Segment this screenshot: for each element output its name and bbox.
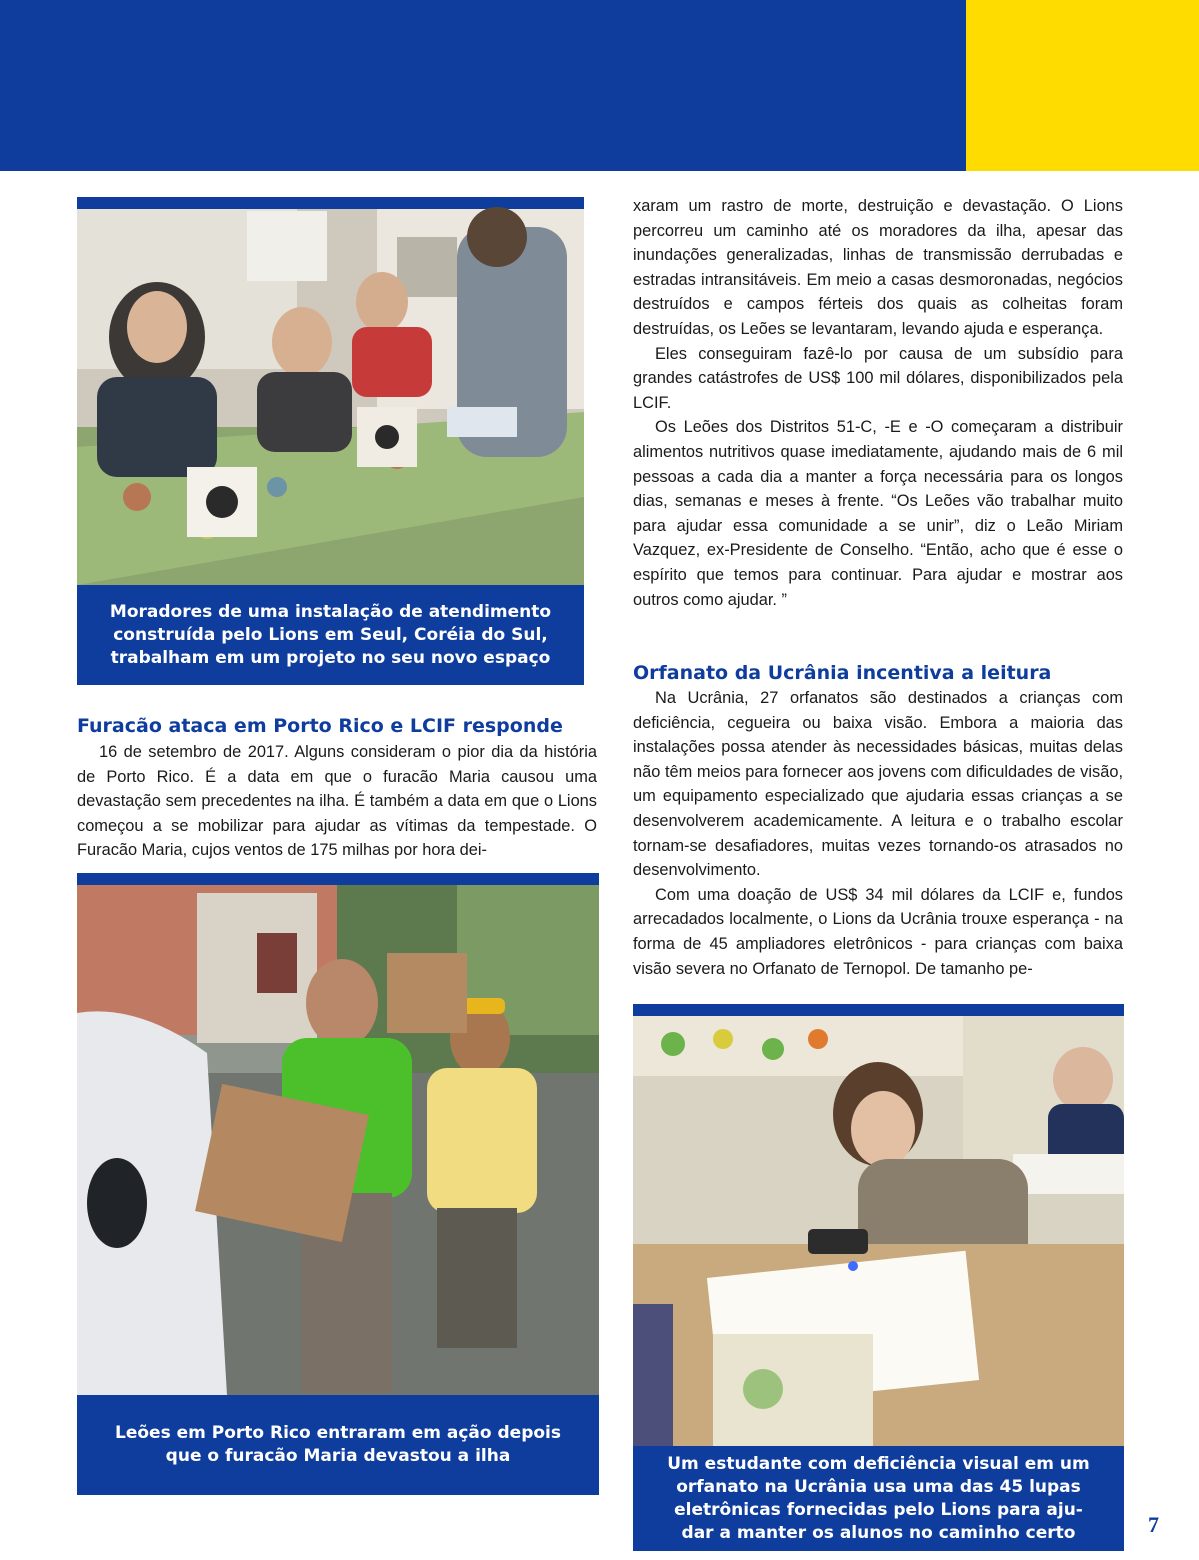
section-ukraine-body: [633, 686, 1123, 981]
section-puerto-rico-body: [77, 740, 597, 863]
page-number: 7: [1148, 1512, 1159, 1537]
paragraph: Com uma doação de US$ 34 mil dólares da LCIF e, fundos arrecadados localmente, o Lions da Ucrânia trouxe esperança - na forma de 45 ampliadores eletrônicos - para crianças com baixa visão severa no Orfanato de Ternopol. De tamanho pe-: [633, 885, 1123, 978]
photo-seoul-residents: [77, 197, 584, 585]
top-banner-accent: [966, 0, 1199, 171]
photo-ukraine-caption-text: Um estudante com deficiência visual em um orfanato na Ucrânia usa uma das 45 lupas eletrônicas fornecidas pelo Lions para aju- dar a manter os alunos no caminho certo: [667, 1453, 1090, 1543]
photo-puerto-rico-caption: [77, 1395, 599, 1495]
paragraph: Os Leões dos Distritos 51-C, -E e -O começaram a distribuir alimentos nutritivos quase imediatamente, ajudando mais de 6 mil pessoas a cada dia a manter a força necessária para os longos dias, semanas e meses à frente. “Os Leões vão trabalhar muito para ajudar essa comunidade a se unir”, diz o Leão Miriam Vazquez, ex-Presidente de Conselho. “Então, acho que é esse o espírito que temos para continuar. Para ajudar e mostrar aos outros como ajudar. ”: [633, 418, 1123, 609]
photo-seoul-caption-text: Moradores de uma instalação de atendimento construída pelo Lions em Seul, Coréia do Sul, trabalham em um projeto no seu novo espaço: [109, 601, 552, 668]
photo-seoul-caption: [77, 585, 584, 685]
paragraph: xaram um rastro de morte, destruição e devastação. O Lions percorreu um caminho até os moradores da ilha, apesar das inundações generalizadas, linhas de transmissão derrubadas e estradas intransitáveis. Em meio a casas desmoronadas, negócios destruídos e campos férteis dos quais as colheitas foram destruídas, os Leões se levantaram, levando ajuda e esperança.: [633, 197, 1123, 338]
photo-puerto-rico-caption-text: Leões em Porto Rico entraram em ação depois que o furacão Maria devastou a ilha: [115, 1423, 561, 1466]
paragraph: Eles conseguiram fazê-lo por causa de um subsídio para grandes catástrofes de US$ 100 mil dólares, disponibilizados pela LCIF.: [633, 344, 1123, 412]
photo-ukraine-caption: [633, 1446, 1124, 1551]
section-puerto-rico-continued: [633, 194, 1123, 612]
paragraph: Na Ucrânia, 27 orfanatos são destinados a crianças com deficiência, cegueira ou baixa visão. Embora a maioria das instalações possa atender às necessidades básicas, muitas delas não têm meios para fornecer aos jovens com dificuldades de visão, um equipamento especializado que ajudaria essas crianças a se desenvolverem academicamente. A leitura e o trabalho escolar tornam-se desafiadores, muitas vezes tornando-os atrasados no desenvolvimento.: [633, 689, 1123, 880]
section-heading-puerto-rico: Furacão ataca em Porto Rico e LCIF responde: [77, 715, 563, 737]
photo-puerto-rico-lions: [77, 873, 599, 1395]
section-heading-ukraine: Orfanato da Ucrânia incentiva a leitura: [633, 662, 1052, 684]
top-banner: [0, 0, 966, 171]
paragraph: 16 de setembro de 2017. Alguns consideram o pior dia da história de Porto Rico. É a data em que o furacão Maria causou uma devastação sem precedentes na ilha. É também a data em que o Lions começou a se mobilizar para ajudar as vítimas da tempestade. O Furacão Maria, cujos ventos de 175 milhas por hora dei-: [77, 743, 597, 860]
photo-ukraine-student: [633, 1004, 1124, 1446]
